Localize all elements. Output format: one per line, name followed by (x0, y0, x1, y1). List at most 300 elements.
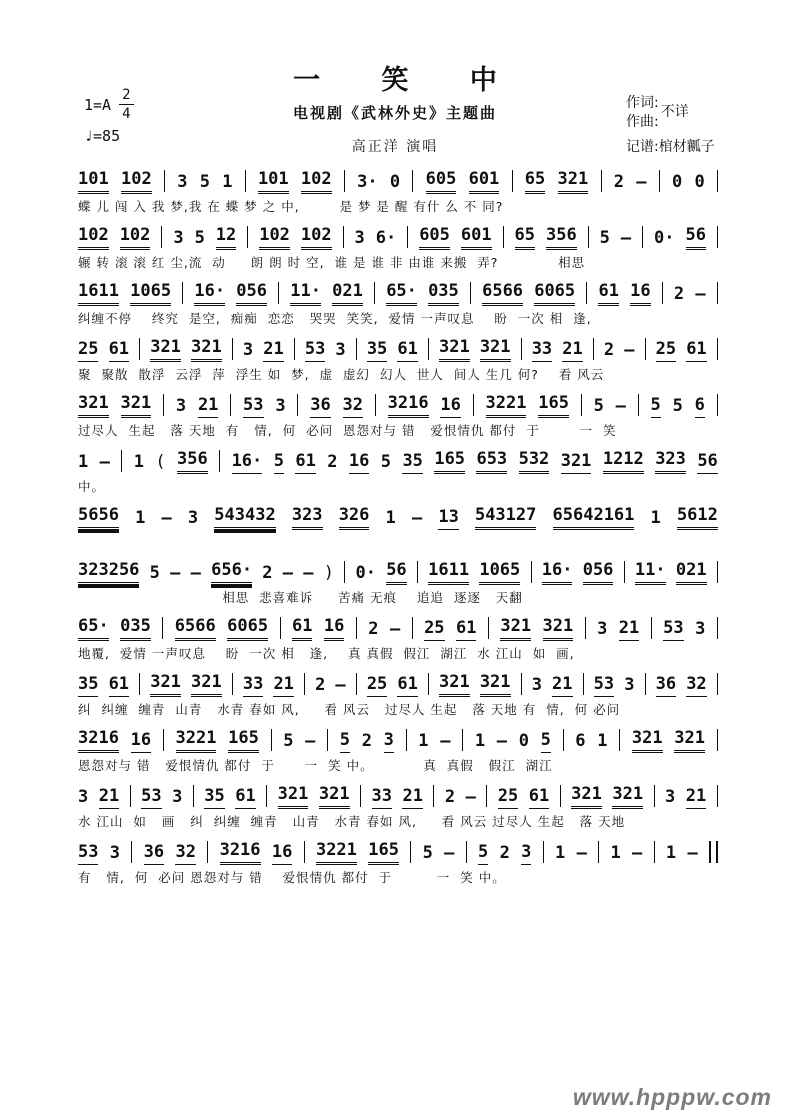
note-token: 3 (335, 340, 346, 360)
note-token: 0· (654, 228, 675, 248)
lyric-row: 纠 纠缠 缠青 山青 水青 春如 风, 看 风云 过尽人 生起 落 天地 有 情, 何 必问 (78, 702, 621, 717)
note-token: 33 (243, 673, 263, 697)
credits-unknown-value: 不详 (660, 104, 689, 121)
barline (585, 617, 586, 639)
note-token: — (440, 731, 451, 751)
notation-line (78, 783, 718, 830)
barline (588, 226, 589, 248)
lyric-row: 辗 转 滚 滚 红 尘,流 动 朗 朗 时 空, 谁 是 谁 非 由谁 来搬 弄? 相思 (78, 255, 586, 270)
note-token: 321 (612, 783, 643, 809)
barline (412, 170, 413, 192)
barline (428, 673, 429, 695)
barline (182, 282, 183, 304)
note-token: 3 (665, 787, 676, 807)
note-token: — (444, 843, 455, 863)
barline (219, 450, 220, 472)
lyric-row: 有 情, 何 必问 恩怨对与 错 爱恨情仇 都付 于 一 笑 中。 (78, 870, 506, 885)
note-token: 1611 (78, 280, 119, 306)
note-token: — (282, 563, 294, 583)
note-token: 16 (131, 729, 151, 753)
barline (560, 785, 561, 807)
note-token: 56 (386, 559, 406, 585)
barline (406, 729, 407, 751)
note-token: 21 (562, 338, 582, 362)
barline (717, 617, 718, 639)
note-token: 21 (99, 785, 119, 809)
note-token: 321 (439, 671, 470, 697)
note-token: 21 (273, 673, 293, 697)
note-token: 321 (278, 783, 309, 809)
notation-line (78, 727, 718, 774)
lyric-row: 地覆, 爱情 一声叹息 盼 一次 相 逢, 真 真假 假江 湖江 水 江山 如 画, (78, 646, 575, 661)
note-row (78, 727, 718, 753)
note-token: 3 (78, 787, 89, 807)
note-token: 3· (357, 172, 378, 192)
note-token: 021 (332, 280, 363, 306)
barline (659, 170, 660, 192)
barline (344, 561, 345, 583)
note-token: 1 (78, 452, 89, 472)
barline (271, 729, 272, 751)
note-token: 165 (228, 727, 259, 753)
note-token: — (99, 452, 110, 472)
barline (466, 841, 467, 863)
note-token: 165 (368, 839, 399, 865)
note-token: 0 (694, 172, 705, 192)
note-token: 25 (498, 785, 518, 809)
note-token: 6065 (227, 615, 268, 641)
barline (563, 729, 564, 751)
note-token: 1 (474, 731, 486, 751)
note-row (78, 280, 718, 306)
lyric-row: 水 江山 如 画 纠 纠缠 缠青 山青 水青 春如 风, 看 风云 过尽人 生起 落 天地 (78, 814, 626, 829)
barline (486, 785, 487, 807)
note-token: 2 (499, 843, 510, 863)
note-token: 321 (150, 336, 181, 362)
note-token: 656· (211, 559, 252, 585)
note-token: 6566 (175, 615, 216, 641)
note-token: 5 (593, 396, 604, 416)
note-token: 321 (121, 392, 152, 418)
note-row (78, 671, 718, 697)
barline (304, 673, 305, 695)
note-token: 16· (542, 559, 573, 585)
barline (278, 282, 279, 304)
note-token: 2 (603, 340, 615, 360)
note-token: 5 (478, 841, 488, 865)
barline (407, 226, 408, 248)
note-token: 3 (172, 787, 183, 807)
credits-block (626, 94, 715, 157)
note-token: 3 (175, 396, 187, 416)
note-row (78, 336, 718, 362)
note-token: 12 (216, 224, 236, 250)
note-token: 16 (630, 280, 650, 306)
note-token: ) (323, 563, 334, 583)
time-numerator: 2 (122, 87, 131, 103)
barline (651, 617, 652, 639)
barline (163, 729, 164, 751)
note-token: 5 (199, 172, 210, 192)
note-token: 65 (525, 168, 545, 194)
note-token: 2 (315, 675, 326, 695)
lyric-row: 过尽人 生起 落 天地 有 情, 何 必问 恩怨对与 错 爱恨情仇 都付 于 一 笑 (78, 423, 617, 438)
note-token: 101 (78, 168, 109, 194)
barline (645, 673, 646, 695)
note-token: 36 (656, 673, 676, 697)
note-token: 321 (191, 671, 222, 697)
note-token: 321 (674, 727, 705, 753)
note-token: 35 (367, 338, 387, 362)
barline (717, 729, 718, 751)
score (78, 168, 718, 895)
note-token: 165 (538, 392, 569, 418)
note-token: — (170, 563, 181, 583)
barline (619, 729, 620, 751)
note-token: 321 (480, 671, 511, 697)
barline (280, 617, 281, 639)
barline (645, 338, 646, 360)
transcriber: 记谱:棺材瓤子 (626, 138, 715, 155)
barline (586, 282, 587, 304)
barline (412, 617, 413, 639)
watermark-link[interactable]: www.hpppw.com (572, 1084, 772, 1110)
note-token: 25 (367, 673, 387, 697)
note-token: 1 (597, 731, 608, 751)
barline (717, 673, 718, 695)
note-token: 16 (324, 615, 344, 641)
lyric-row: 蝶 儿 闯 入 我 梦,我 在 蝶 梦 之 中, 是 梦 是 醒 有什 么 不 同? (78, 199, 504, 214)
barline (304, 841, 305, 863)
barline (601, 170, 602, 192)
note-token: 35 (402, 450, 422, 474)
note-token: 61 (397, 673, 417, 697)
note-token: 5 (672, 396, 683, 416)
note-token: 3 (187, 508, 199, 528)
note-token: 1 (650, 508, 661, 528)
note-token: 0 (389, 172, 401, 192)
barline (462, 729, 463, 751)
barline (375, 394, 376, 416)
note-row (78, 504, 718, 530)
note-token: 3 (173, 228, 184, 248)
note-token: 321 (319, 783, 350, 809)
note-token: 65 (515, 224, 535, 250)
note-token: 3 (695, 619, 706, 639)
note-token: 5 (194, 228, 205, 248)
note-token: 102 (120, 224, 151, 250)
note-token: 56 (686, 224, 706, 250)
note-token: 56 (697, 450, 717, 474)
lyric-row: 中。 (78, 479, 106, 494)
note-token: 1065 (130, 280, 171, 306)
barline (356, 338, 357, 360)
barline (410, 841, 411, 863)
final-barline (709, 841, 718, 863)
note-token: 61 (109, 673, 129, 697)
note-token: 65· (386, 280, 417, 306)
note-token: 3 (597, 619, 608, 639)
time-signature (119, 88, 133, 121)
notation-line (78, 392, 718, 439)
note-token: 0 (518, 731, 529, 751)
barline (327, 729, 328, 751)
barline (717, 170, 718, 192)
note-token: 65· (78, 615, 109, 641)
barline (717, 226, 718, 248)
barline (488, 617, 489, 639)
note-token: 35 (78, 673, 98, 697)
note-token: ( (155, 452, 166, 472)
note-token: 1611 (428, 559, 469, 585)
note-token: — (190, 563, 201, 583)
lyric-row: 纠缠不停 终究 是空, 痴痴 恋恋 哭哭 笑笑, 爱情 一声叹息 盼 一次 相 逢, (78, 311, 592, 326)
note-token: — (687, 843, 698, 863)
note-token: 0· (355, 563, 376, 583)
lyric-row: 聚 聚散 散浮 云浮 萍 浮生 如 梦, 虚 虚幻 幻人 世人 间人 生几 何? 看 风云 (78, 367, 605, 382)
note-token: 21 (686, 785, 706, 809)
note-token: 3216 (388, 392, 429, 418)
note-token: 3221 (486, 392, 527, 418)
note-token: 3 (521, 841, 531, 865)
note-token: 1065 (479, 559, 520, 585)
note-token: 102 (121, 168, 152, 194)
note-token: 601 (469, 168, 500, 194)
note-row (78, 839, 718, 865)
notation-line (78, 336, 718, 383)
note-token: 53 (305, 338, 325, 362)
note-token: 16 (440, 394, 460, 418)
barline (717, 394, 718, 416)
note-token: 2 (613, 172, 624, 192)
note-row (78, 168, 718, 194)
note-token: 1 (555, 843, 566, 863)
key-signature: 1=A (84, 95, 112, 114)
note-token: 035 (120, 615, 151, 641)
notation-line (78, 168, 718, 215)
note-token: 13 (438, 506, 458, 530)
note-token: 321 (500, 615, 531, 641)
note-token: 543432 (214, 504, 275, 530)
note-token: 21 (402, 785, 422, 809)
note-token: 056 (236, 280, 267, 306)
note-token: 5 (651, 394, 661, 418)
barline (593, 338, 594, 360)
note-token: 33 (532, 338, 552, 362)
note-token: 1 (610, 843, 621, 863)
barline (162, 617, 163, 639)
notation-line (78, 504, 718, 550)
note-token: 1 (133, 452, 144, 472)
note-token: 61 (456, 617, 476, 641)
note-token: 61 (686, 338, 706, 362)
note-token: 1 (222, 172, 233, 192)
note-token: 61 (235, 785, 255, 809)
note-token: 53 (243, 394, 263, 418)
note-token: 16 (349, 450, 369, 474)
composer-label: 作曲: (626, 113, 659, 130)
barline (245, 170, 246, 192)
note-token: 102 (259, 224, 290, 250)
barline (428, 338, 429, 360)
note-token: 321 (191, 336, 222, 362)
barline (598, 841, 599, 863)
notation-line (78, 448, 718, 495)
note-token: 321 (150, 671, 181, 697)
note-token: 2 (368, 619, 379, 639)
barline (207, 841, 208, 863)
barline (654, 841, 655, 863)
barline (297, 394, 298, 416)
barline (581, 394, 582, 416)
barline (161, 226, 162, 248)
barline (294, 338, 295, 360)
note-token: 2 (444, 787, 456, 807)
lyricist-label: 作词: (626, 95, 659, 111)
note-token: 3 (354, 228, 365, 248)
note-token: — (465, 787, 476, 807)
note-token: 532 (519, 448, 550, 474)
note-token: — (303, 563, 314, 583)
note-token: 3 (275, 396, 286, 416)
note-token: 1212 (603, 448, 644, 474)
note-token: 2 (262, 563, 273, 583)
note-token: 16· (194, 280, 225, 306)
note-token: 61 (109, 338, 129, 362)
note-row (78, 559, 718, 585)
note-token: 25 (78, 338, 98, 362)
note-token: 61 (598, 280, 618, 306)
barline (521, 673, 522, 695)
barline (130, 785, 131, 807)
note-token: — (615, 396, 626, 416)
note-token: 326 (339, 504, 370, 530)
time-denominator: 4 (119, 104, 133, 121)
note-token: 653 (476, 448, 507, 474)
tempo-marking: ♩=85 (84, 127, 121, 145)
note-token: 2 (327, 452, 338, 472)
barline (193, 785, 194, 807)
barline (638, 394, 639, 416)
barline (654, 785, 655, 807)
note-token: — (335, 675, 346, 695)
note-token: 321 (480, 336, 511, 362)
key-tempo-block (84, 88, 134, 145)
note-token: 2 (361, 731, 372, 751)
barline (521, 338, 522, 360)
note-token: 3216 (78, 727, 119, 753)
barline (503, 226, 504, 248)
note-token: 035 (428, 280, 459, 306)
notation-line (78, 224, 718, 271)
note-token: — (576, 843, 587, 863)
note-token: — (632, 843, 643, 863)
note-token: 3221 (176, 727, 217, 753)
barline (121, 450, 122, 472)
note-token: 11· (290, 280, 321, 306)
note-token: 65642161 (553, 504, 635, 530)
note-token: 21 (619, 617, 639, 641)
note-token: — (496, 731, 508, 751)
note-token: — (695, 284, 706, 304)
note-token: 5 (274, 450, 284, 474)
barline (232, 338, 233, 360)
note-token: 101 (258, 168, 289, 194)
lyric-row (78, 533, 718, 550)
note-token: 321 (558, 168, 589, 194)
song-title: 一 笑 中 (293, 65, 523, 96)
barline (266, 785, 267, 807)
barline (247, 226, 248, 248)
note-token: 61 (295, 450, 315, 474)
barline (360, 785, 361, 807)
note-token: — (636, 172, 647, 192)
note-token: 1 (385, 508, 396, 528)
barline (139, 673, 140, 695)
note-token: 321 (78, 392, 109, 418)
note-token: 3 (624, 675, 635, 695)
barline (417, 561, 418, 583)
note-token: — (620, 228, 632, 248)
barline (717, 785, 718, 807)
note-token: — (389, 619, 401, 639)
barline (642, 226, 643, 248)
note-row (78, 783, 718, 809)
note-token: 21 (552, 673, 572, 697)
barline (531, 561, 532, 583)
barline (163, 394, 164, 416)
note-token: 6 (695, 394, 705, 418)
note-token: 32 (175, 841, 195, 865)
note-token: 1 (135, 508, 146, 528)
barline (583, 673, 584, 695)
note-token: 53 (594, 673, 614, 697)
note-token: 356 (177, 448, 208, 474)
note-token: 16 (272, 841, 292, 865)
barline (717, 561, 718, 583)
barline (624, 561, 625, 583)
note-token: 3 (531, 675, 542, 695)
note-token: — (411, 508, 423, 528)
note-token: 33 (372, 785, 392, 809)
note-token: 321 (561, 450, 592, 474)
note-token: 5 (340, 729, 350, 753)
note-token: — (161, 508, 172, 528)
note-token: 5 (541, 729, 551, 753)
note-token: 36 (310, 394, 330, 418)
note-token: 3221 (316, 839, 357, 865)
note-token: 61 (397, 338, 417, 362)
note-token: 356 (546, 224, 577, 250)
note-token: 36 (144, 841, 164, 865)
barline (717, 338, 718, 360)
note-token: 1 (418, 731, 429, 751)
note-token: 3 (109, 843, 121, 863)
note-token: 321 (632, 727, 663, 753)
note-token: 1 (665, 843, 677, 863)
note-token: 21 (263, 338, 283, 362)
note-token: 321 (571, 783, 602, 809)
notation-line (78, 559, 718, 606)
note-token: 021 (676, 559, 707, 585)
note-token: 102 (301, 224, 332, 250)
performer: 高正洋 演唱 (351, 139, 439, 155)
note-token: 323 (292, 504, 323, 530)
barline (662, 282, 663, 304)
note-row (78, 615, 718, 641)
note-token: 5 (422, 843, 433, 863)
barline (344, 170, 345, 192)
